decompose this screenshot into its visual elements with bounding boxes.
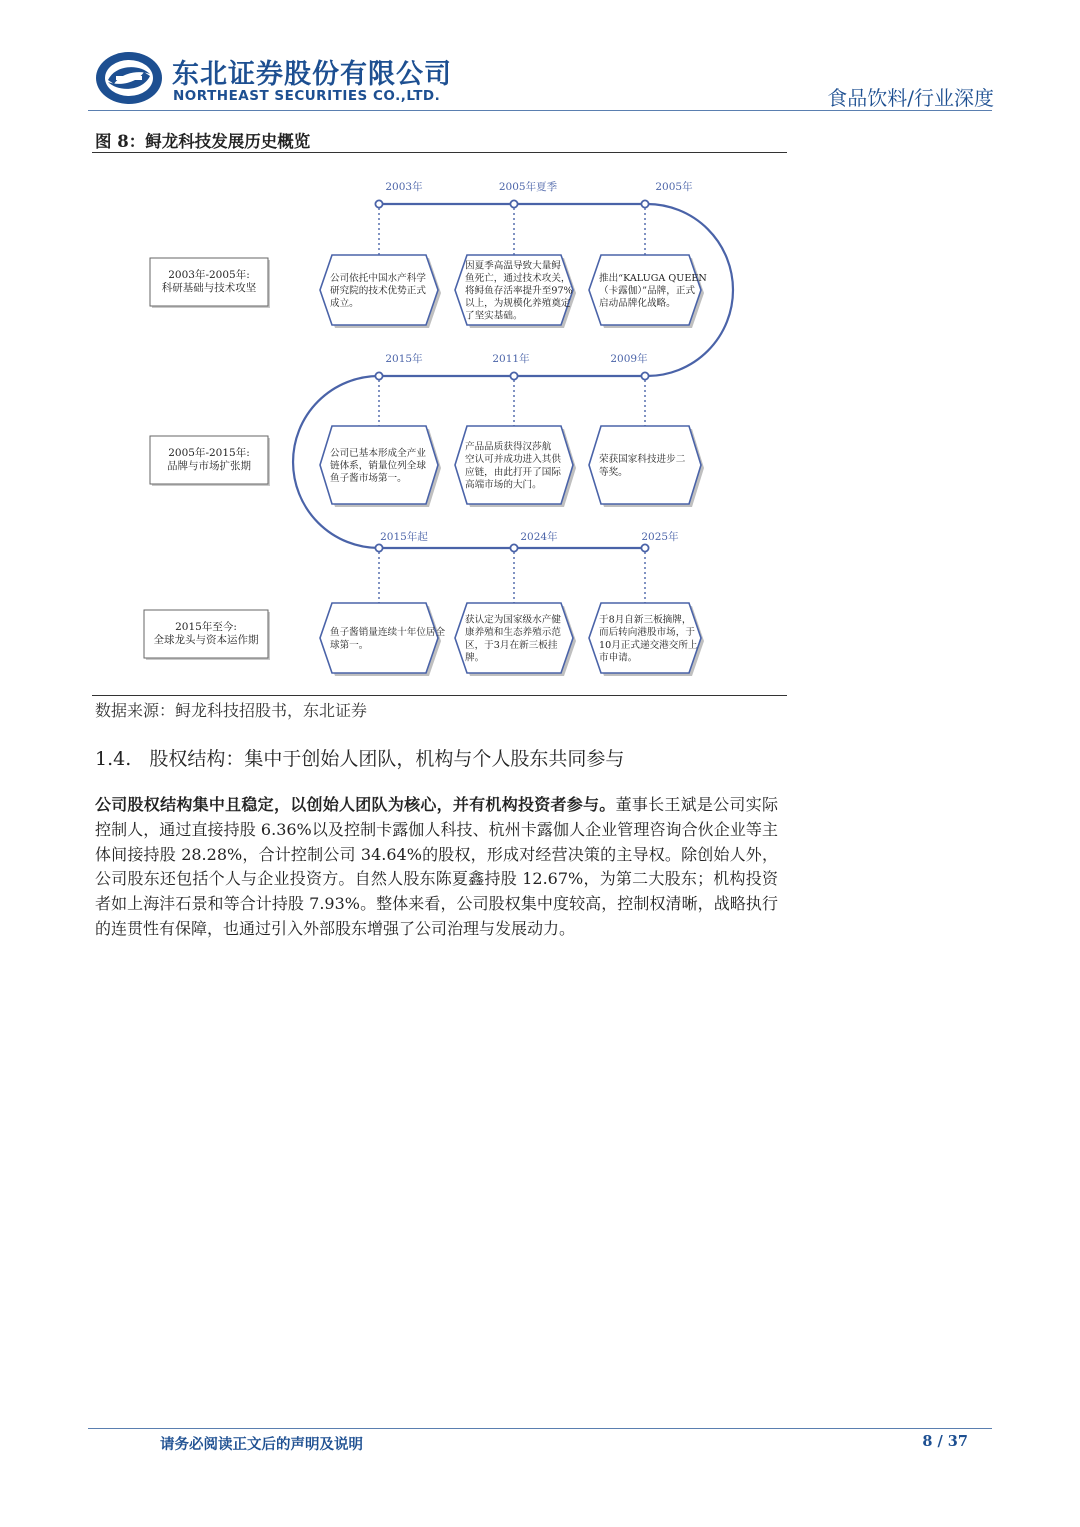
- timeline-node: [641, 200, 648, 207]
- phase-label: 全球龙头与资本运作期: [153, 634, 259, 646]
- event-text: （卡露伽）”品牌，正式: [599, 285, 696, 297]
- timeline-node: [375, 200, 382, 207]
- figure-source: 数据来源：鲟龙科技招股书，东北证券: [95, 701, 368, 720]
- event-text: 而后转向港股市场，于: [599, 627, 695, 639]
- event-text: 链体系，销量位列全球: [330, 460, 426, 472]
- event-text: 等奖。: [599, 466, 628, 478]
- phase-label: 2005年-2015年:: [168, 447, 250, 459]
- northeast-securities-logo-icon: [94, 50, 164, 106]
- event-text: 康养殖和生态养殖示范: [465, 627, 561, 639]
- timeline-node: [641, 544, 648, 551]
- event-text: 市申请。: [599, 652, 638, 664]
- event-text: 公司依托中国水产科学: [330, 272, 426, 284]
- phase-label: 2003年-2005年:: [168, 269, 250, 281]
- timeline-node: [510, 372, 517, 379]
- report-category: 食品饮料/行业深度: [827, 86, 994, 110]
- timeline-node: [510, 200, 517, 207]
- event-text: 鱼子酱销量连续十年位居全: [330, 627, 446, 639]
- figure-top-rule: [92, 152, 787, 153]
- event-year: 2024年: [520, 531, 558, 543]
- company-name-cn: 东北证券股份有限公司: [172, 59, 452, 90]
- figure-bottom-rule: [92, 695, 787, 696]
- timeline-node: [375, 544, 382, 551]
- event-text: 空认可并成功进入其供: [465, 454, 561, 466]
- company-name-en: NORTHEAST SECURITIES CO.,LTD.: [173, 88, 441, 104]
- event-text: 高端市场的大门。: [465, 479, 542, 491]
- event-text: 成立。: [330, 298, 359, 310]
- timeline-node: [375, 372, 382, 379]
- phase-label: 品牌与市场扩张期: [167, 460, 251, 472]
- paragraph-lead: 公司股权结构集中且稳定，以创始人团队为核心，并有机构投资者参与。: [95, 795, 616, 814]
- page-number: 8 / 37: [922, 1433, 968, 1450]
- figure-title: 图 8：鲟龙科技发展历史概览: [95, 132, 311, 151]
- event-text: 荣获国家科技进步二: [599, 454, 686, 466]
- event-year: 2003年: [385, 181, 423, 193]
- section-heading: [95, 744, 624, 771]
- event-text: 因夏季高温导致大量鲟: [465, 260, 561, 272]
- event-year: 2025年: [641, 531, 679, 543]
- phase-label: 科研基础与技术攻坚: [161, 282, 257, 294]
- event-year: 2005年夏季: [498, 181, 558, 193]
- timeline-events: [320, 180, 707, 676]
- event-year: 2015年起: [380, 531, 428, 543]
- event-text: 10月正式递交港交所上: [599, 639, 698, 651]
- section-title: 股权结构：集中于创始人团队，机构与个人股东共同参与: [149, 748, 625, 770]
- event-text: 产品品质获得汉莎航: [465, 441, 552, 453]
- event-text: 区，于3月在新三板挂: [465, 639, 558, 651]
- event-text: 以上，为规模化养殖奠定: [465, 298, 571, 310]
- event-text: 鱼子酱市场第一。: [330, 473, 407, 485]
- timeline-node: [641, 372, 648, 379]
- header-divider: [88, 110, 992, 111]
- event-text: 应链，由此打开了国际: [465, 466, 561, 478]
- footer-disclaimer: 请务必阅读正文后的声明及说明: [160, 1436, 363, 1453]
- event-year: 2005年: [655, 181, 693, 193]
- phase-label: 2015年至今:: [175, 621, 237, 633]
- event-year: 2009年: [610, 353, 648, 365]
- event-text: 了坚实基础。: [465, 310, 523, 322]
- event-year: 2011年: [492, 353, 530, 365]
- history-timeline: [92, 160, 787, 695]
- event-text: 牌。: [465, 652, 485, 664]
- section-number: 1.4.: [95, 748, 132, 770]
- event-text: 推出“KALUGA QUEEN: [599, 272, 707, 284]
- event-text: 鱼死亡，通过技术攻关，: [465, 272, 571, 284]
- paragraph-body: 董事长王斌是公司实际控制人，通过直接持股 6.36%以及控制卡露伽人科技、杭州卡露伽人企业管理咨询合伙企业等主体间接持股 28.28%，合计控制公司 34.64%的股权，形成对经营决策的主导权。除创始人外，公司股东还包括个人与企业投资方。自然人股东陈夏鑫持股 12.67%，为第二大股东；机构投资者如上海沣石景和等合计持股 7.93%。整体来看，公司股权集中度较高，控制权清晰，战略执行的连贯性有保障，也通过引入外部股东增强了公司治理与发展动力。: [95, 795, 778, 938]
- timeline-node: [510, 544, 517, 551]
- event-text: 球第一。: [330, 639, 369, 651]
- timeline-phases: [144, 258, 270, 660]
- body-paragraph: [95, 793, 778, 942]
- event-text: 于8月自新三板摘牌，: [599, 614, 692, 626]
- event-text: 将鲟鱼存活率提升至97%: [465, 285, 573, 297]
- event-text: 研究院的技术优势正式: [330, 285, 426, 297]
- event-year: 2015年: [385, 353, 423, 365]
- event-text: 公司已基本形成全产业: [330, 447, 426, 459]
- event-text: 启动品牌化战略。: [599, 298, 676, 310]
- footer-divider: [88, 1428, 992, 1429]
- event-text: 获认定为国家级水产健: [465, 614, 561, 626]
